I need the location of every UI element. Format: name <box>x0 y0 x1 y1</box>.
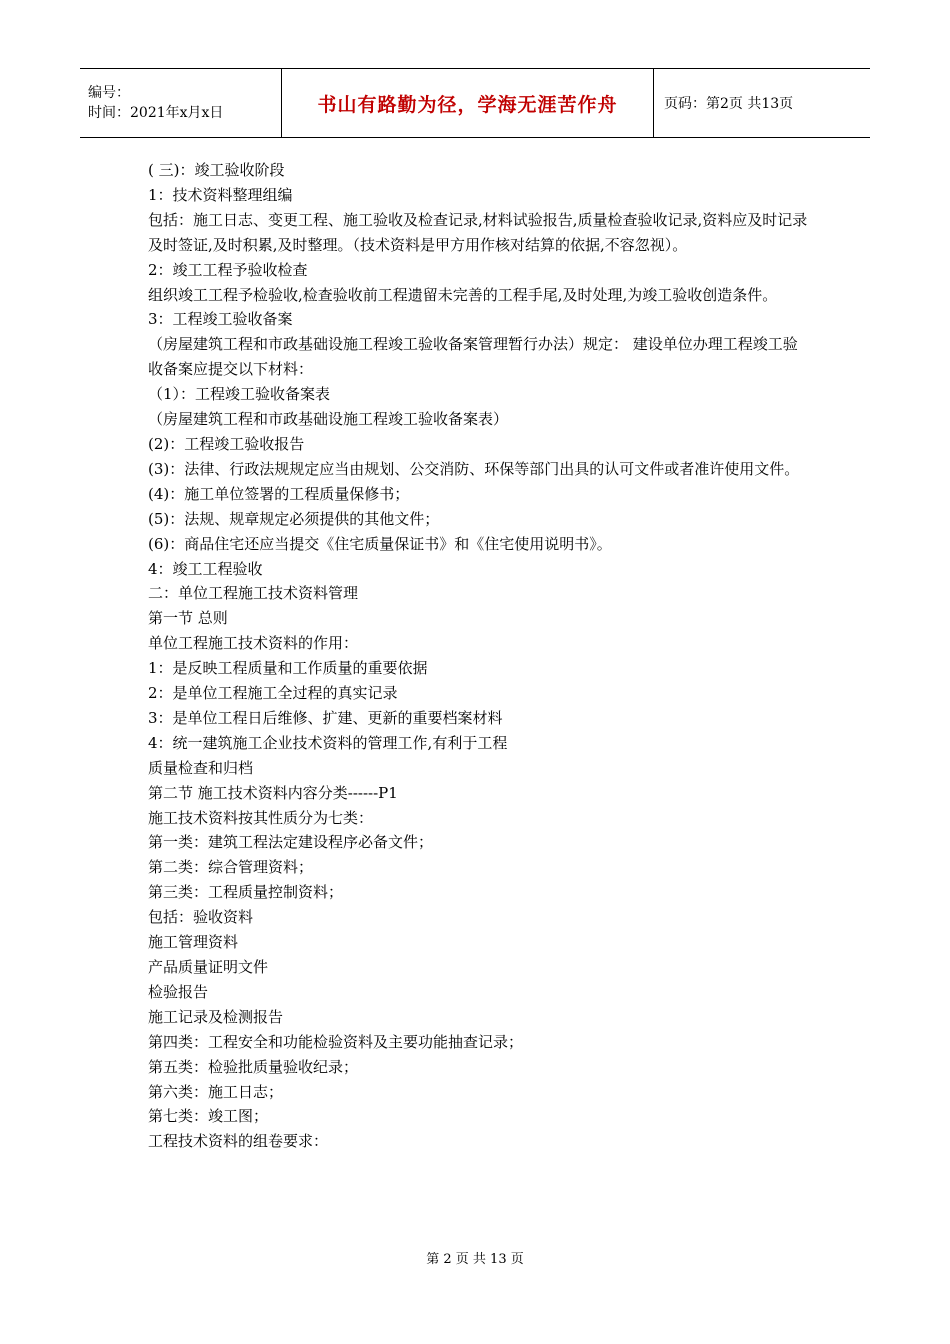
body-line: 质量检查和归档 <box>148 758 254 777</box>
body-line: （1）：工程竣工验收备案表 <box>148 385 331 404</box>
footer-page-number: 第 2 页 共 13 页 <box>426 1252 524 1267</box>
body-line: 第一节 总则 <box>148 609 228 628</box>
body-line: 检验报告 <box>148 982 209 1001</box>
body-line: 施工记录及检测报告 <box>148 1007 284 1026</box>
page-footer <box>0 1248 950 1267</box>
body-line: 包括：验收资料 <box>148 908 254 927</box>
body-line: 施工管理资料 <box>148 933 239 952</box>
body-line: 第二节 施工技术资料内容分类------P1 <box>148 783 398 802</box>
body-line: 第四类：工程安全和功能检验资料及主要功能抽查记录； <box>148 1032 524 1051</box>
body-line: (4)：施工单位签署的工程质量保修书； <box>148 484 410 503</box>
document-date: 时间：2021年x月x日 <box>88 105 224 121</box>
body-line: 二：单位工程施工技术资料管理 <box>148 584 359 603</box>
body-line: 1：技术资料整理组编 <box>148 185 293 204</box>
header-page-info-cell <box>654 69 870 137</box>
body-line: (2)：工程竣工验收报告 <box>148 434 305 453</box>
body-line: （房屋建筑工程和市政基础设施工程竣工验收备案表） <box>148 410 509 429</box>
header-motto: 书山有路勤为径，学海无涯苦作舟 <box>317 93 618 116</box>
body-line: 第二类：综合管理资料； <box>148 858 314 877</box>
body-line: (6)：商品住宅还应当提交《住宅质量保证书》和《住宅使用说明书》。 <box>148 534 612 553</box>
body-line: 第六类：施工日志； <box>148 1082 284 1101</box>
body-line: 施工技术资料按其性质分为七类： <box>148 808 374 827</box>
body-line: 第七类：竣工图； <box>148 1107 269 1126</box>
body-line: 2：竣工工程予验收检查 <box>148 260 308 279</box>
body-line: 3：是单位工程日后维修、扩建、更新的重要档案材料 <box>148 708 503 727</box>
body-line: 第一类：建筑工程法定建设程序必备文件； <box>148 833 434 852</box>
body-line: (5)：法规、规章规定必须提供的其他文件； <box>148 509 440 528</box>
header-motto-cell <box>282 69 654 137</box>
body-line: 2：是单位工程施工全过程的真实记录 <box>148 684 398 703</box>
document-number-label: 编号： <box>88 85 130 101</box>
body-line: 单位工程施工技术资料的作用： <box>148 634 359 653</box>
body-line: 组织竣工工程予检验收,检查验收前工程遗留未完善的工程手尾,及时处理,为竣工验收创造条件。 <box>148 285 778 304</box>
body-line: 第三类：工程质量控制资料； <box>148 883 344 902</box>
body-line: （房屋建筑工程和市政基础设施工程竣工验收备案管理暂行办法）规定： 建设单位办理工程竣工验收备案应提交以下材料： <box>148 335 798 379</box>
body-line: 工程技术资料的组卷要求： <box>148 1132 329 1151</box>
body-line: 包括：施工日志、变更工程、施工验收及检查记录,材料试验报告,质量检查验收记录,资料应及时记录及时签证,及时积累,及时整理。（技术资料是甲方用作核对结算的依据,不容忽视）。 <box>148 210 808 254</box>
body-line: 1：是反映工程质量和工作质量的重要依据 <box>148 659 428 678</box>
body-line: (3)：法律、行政法规规定应当由规划、公交消防、环保等部门出具的认可文件或者准许使用文件。 <box>148 459 800 478</box>
body-line: 产品质量证明文件 <box>148 958 269 976</box>
body-line: 4：竣工工程验收 <box>148 559 263 578</box>
header-page-info: 页码：第2页 共13页 <box>664 96 794 112</box>
body-line: 4：统一建筑施工企业技术资料的管理工作,有利于工程 <box>148 733 508 752</box>
body-line: 第五类：检验批质量验收纪录； <box>148 1057 359 1076</box>
body-line: 3：工程竣工验收备案 <box>148 310 293 329</box>
document-header <box>80 68 870 138</box>
document-body <box>148 158 808 1154</box>
header-meta <box>80 69 282 137</box>
body-line: ( 三)：竣工验收阶段 <box>148 161 285 179</box>
